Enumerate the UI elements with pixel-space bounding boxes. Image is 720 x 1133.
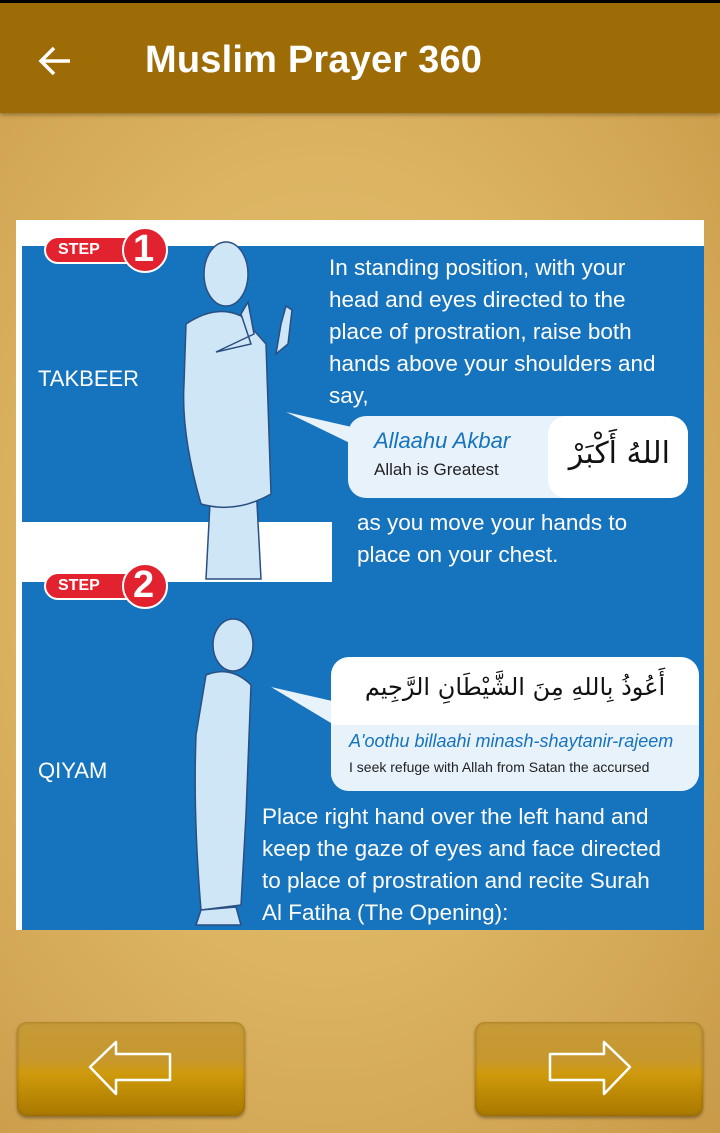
step1-after-text (357, 507, 627, 571)
text-line: Al Fatiha (The Opening): (262, 900, 509, 925)
bubble-translation: I seek refuge with Allah from Satan the accursed (349, 759, 650, 775)
text-line: say, (329, 383, 369, 408)
bubble-transliteration: Allaahu Akbar (374, 428, 511, 453)
page-title: Muslim Prayer 360 (145, 39, 483, 81)
step-word: STEP (58, 577, 100, 594)
bubble-arabic: اللهُ أَكْبَرْ (568, 436, 670, 471)
step2-instructions (262, 801, 661, 929)
bubble-transliteration: A'oothu billaahi minash-shaytanir-rajeem (349, 731, 674, 751)
next-button[interactable] (475, 1022, 703, 1116)
speech-pointer (286, 410, 356, 450)
step-number: 1 (133, 228, 155, 270)
text-line: hands above your shoulders and (329, 351, 656, 376)
back-button[interactable] (34, 39, 78, 83)
takbeer-bubble (348, 416, 688, 498)
step1-badge (44, 228, 164, 270)
step1-instructions (329, 252, 655, 412)
arrow-left-icon (34, 39, 78, 83)
standing-figure-illustration (156, 234, 306, 584)
text-line: to place of prostration and recite Surah (262, 868, 650, 893)
bubble-arabic: أَعُوذُ بِاللهِ مِنَ الشَّيْطَانِ الرَّجِيم (364, 673, 666, 701)
step-number: 2 (133, 564, 155, 606)
qiyam-figure-illustration (181, 615, 261, 930)
text-line: head and eyes directed to the (329, 287, 626, 312)
prayer-step-image (16, 220, 704, 930)
text-line: as you move your hands to (357, 510, 628, 535)
qiyam-bubble (331, 657, 699, 791)
step2-badge (44, 564, 164, 606)
arrow-right-outline-icon (546, 1040, 632, 1098)
step-word: STEP (58, 241, 100, 258)
app-bar (0, 3, 720, 113)
previous-button[interactable] (17, 1022, 245, 1116)
arrow-left-outline-icon (88, 1040, 174, 1098)
text-line: place of prostration, raise both (329, 319, 632, 344)
text-line: Place right hand over the left hand and (262, 804, 649, 829)
text-line: place on your chest. (357, 542, 559, 567)
text-line: keep the gaze of eyes and face directed (262, 836, 662, 861)
text-line: In standing position, with your (329, 255, 626, 280)
step2-label: QIYAM (38, 758, 108, 783)
bubble-translation: Allah is Greatest (374, 460, 499, 479)
step1-label: TAKBEER (38, 366, 140, 391)
